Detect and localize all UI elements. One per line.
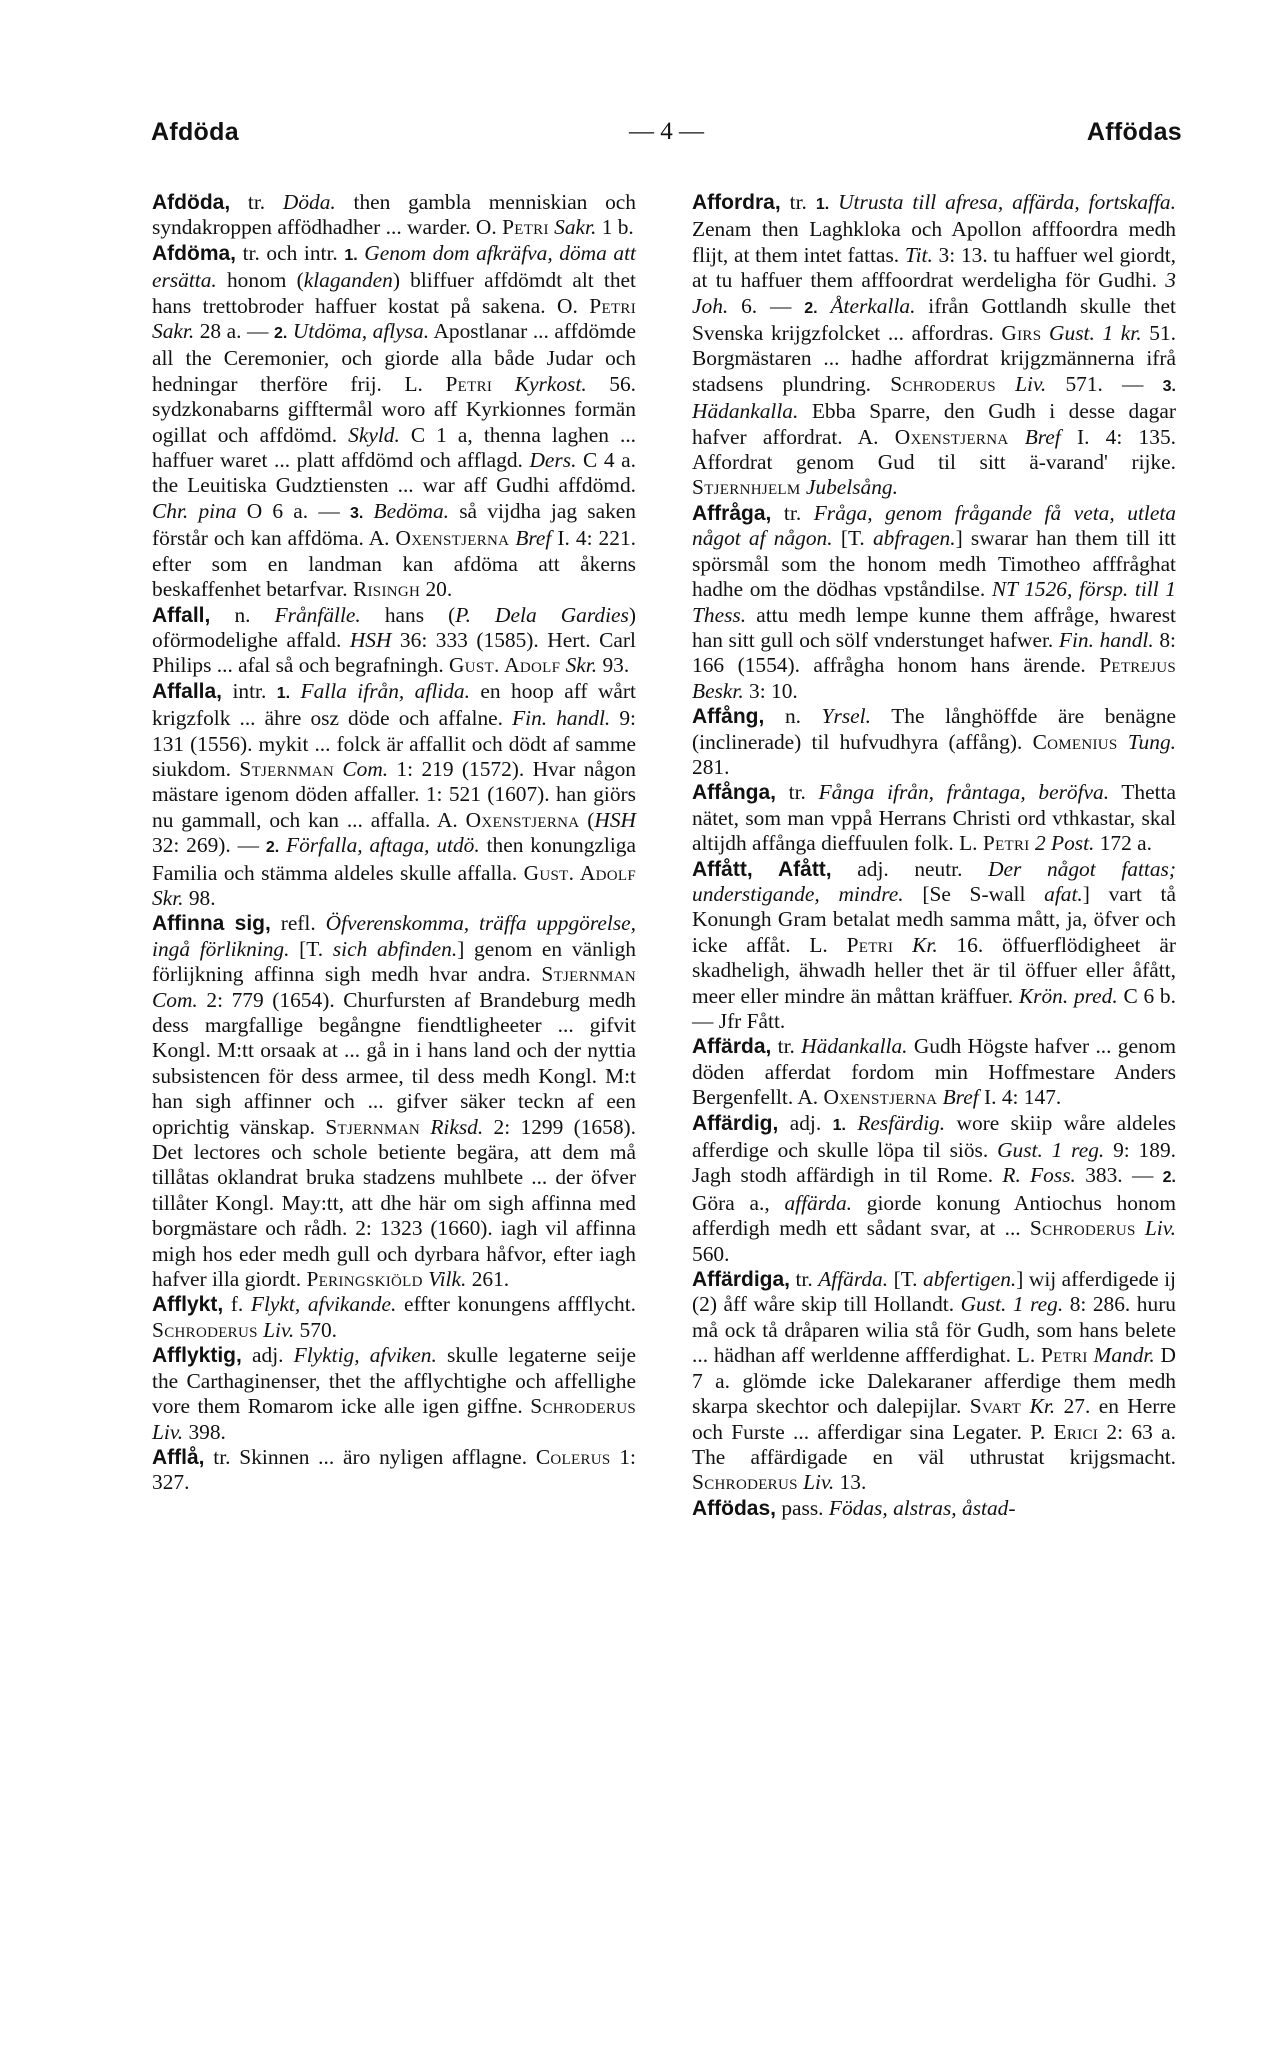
definition-italic: R. Foss.: [1002, 1163, 1076, 1188]
entry-text: [829, 190, 838, 214]
entry-text: O 6 a. —: [236, 498, 350, 523]
entry-text: så vijdha jag saken förstår och kan affdöma. A.: [152, 498, 636, 551]
entry-text: D 7 a. glömde icke Dalekaraner afferdige them medh skarpa skechtor och dalepijlar.: [692, 1343, 1176, 1419]
definition-italic: Tit.: [904, 242, 933, 267]
definition-italic: Fråga, genom frågande få veta, utleta något af någon.: [692, 500, 1176, 551]
definition-italic: Skr.: [152, 885, 184, 910]
definition-italic: HSH: [349, 627, 392, 652]
entry-text: C 1 a, thenna laghen ... haffuer waret ... platt affdömd och afflagd.: [152, 422, 637, 473]
dictionary-entry: [692, 1111, 1176, 1267]
dictionary-entry: [692, 1496, 1176, 1521]
entry-text: tr.: [780, 190, 816, 214]
entry-text: giorde konung Antiochus honom afferdigh medh ett sådant svar, at ...: [692, 1190, 1176, 1241]
definition-italic: Tung.: [1127, 729, 1176, 754]
definition-italic: Flyktig, afviken.: [293, 1343, 437, 1368]
entry-text: adj.: [778, 1110, 833, 1135]
entry-text: n.: [764, 704, 822, 729]
source-author: Petri: [589, 293, 636, 318]
source-author: Oxenstjerna: [823, 1085, 938, 1110]
dictionary-entry: [152, 1445, 636, 1496]
entry-text: C 4 a. the Leuitiska Gudztiensten ... war aff Gudhi affdömd.: [152, 448, 636, 498]
entry-text: [T.: [289, 936, 333, 961]
entry-text: 93.: [597, 653, 630, 678]
entry-text: tr.: [771, 1034, 802, 1059]
source-author: Gust. Adolf: [449, 653, 561, 678]
definition-italic: abfragen.: [872, 526, 956, 551]
entry-text: 571. —: [1046, 371, 1163, 396]
headword: Affång,: [692, 705, 765, 729]
definition-italic: Krön. pred.: [1018, 983, 1118, 1008]
entry-text: [420, 1115, 430, 1139]
entry-text: then konungzliga Familia och stämma aldeles skulle affalla.: [152, 833, 636, 885]
definition-italic: Kr.: [1029, 1394, 1056, 1419]
entry-text: 36: 333 (1585). Hert. Carl Philips ... afal så och begrafningh.: [152, 627, 636, 678]
dictionary-entry: [152, 911, 636, 1292]
source-author: Peringskiöld: [306, 1267, 423, 1292]
headword: Affånga,: [692, 781, 776, 805]
entry-text: en hoop aff wårt krigzfolk ... ähre osz döde och affalne.: [152, 678, 636, 731]
entry-text: [1008, 425, 1024, 449]
source-author: Gust. Adolf: [523, 860, 636, 885]
entry-text: 98.: [183, 885, 216, 910]
definition-italic: Flykt, afvikande.: [250, 1292, 397, 1317]
definition-italic: Fin. handl.: [512, 706, 611, 731]
entry-text: attu medh lempe kunne them affråge, hwarest han sitt gull och sölf vnderstunget hafwer.: [692, 602, 1176, 652]
headword: Affärda,: [692, 1035, 772, 1059]
definition-italic: Genom dom afkräfva, döma att ersätta.: [152, 240, 636, 293]
entry-text: [846, 1111, 857, 1135]
definition-italic: Liv.: [1144, 1216, 1176, 1241]
headword: Affinna sig,: [152, 912, 271, 936]
entry-text: Ebba Sparre, den Gudh i desse dagar hafver affordrat. A.: [692, 399, 1176, 449]
definition-italic: P. Dela Gardies: [455, 602, 629, 627]
definition-italic: Bref: [1024, 424, 1061, 449]
entry-text: [893, 933, 912, 957]
right-column: [692, 190, 1176, 1521]
entry-text: 560.: [692, 1241, 730, 1266]
entry-text: I. 4: 135. Affordrat genom Gud til sitt ä-varand' rijke.: [692, 424, 1176, 475]
entry-text: refl.: [270, 911, 326, 936]
entry-text: 51. Borgmästaren ... hadhe affordrat krijgzmännerna ifrå stadsens plundring.: [692, 321, 1176, 396]
entry-text: adj. neutr.: [831, 856, 989, 881]
entry-text: ] genom en vänligh förlijkning affinna sigh medh hvar andra.: [152, 936, 636, 987]
definition-italic: Liv.: [1015, 371, 1047, 396]
entry-text: wore skiip wåre aldeles afferdige och skulle löpa til siös.: [692, 1110, 1176, 1163]
definition-italic: abfertigen.: [923, 1267, 1017, 1292]
entry-text: Thetta nätet, som man vppå Herrans Christi ord vthkastar, skal altijdh affånga dieffuulen folk. L.: [692, 780, 1176, 856]
entry-text: 27. en Herre och Furste ... afferdigar sina Legater. P.: [692, 1394, 1176, 1444]
entry-text: tr.: [776, 780, 819, 805]
entry-text: [1021, 1394, 1029, 1418]
source-author: Schroderus: [530, 1394, 636, 1419]
dictionary-entry: [152, 1292, 636, 1343]
page-number: — 4 —: [629, 118, 704, 145]
definition-italic: Chr. pina: [152, 498, 237, 523]
source-author: Schroderus: [890, 371, 996, 396]
entry-text: 32: 269). —: [152, 833, 266, 858]
definition-italic: HSH: [594, 807, 636, 832]
definition-italic: Bref: [515, 526, 552, 551]
definition-italic: Utdöma, aflysa.: [292, 319, 430, 344]
definition-italic: NT 1526, försp. till 1 Thess.: [692, 577, 1176, 627]
definition-italic: affärda.: [784, 1190, 852, 1215]
entry-text: I. 4: 221. efter som en landman kan afdöma att åkerns beskaffenhet betarfvar.: [152, 526, 636, 602]
entry-text: 8: 286. huru må ock tå dråparen wilia stå för Gudh, som hans belete ... hädhan aff werldenne affferdighat. L.: [692, 1292, 1177, 1368]
definition-italic: Com.: [152, 987, 198, 1012]
definition-italic: Gust. 1 kr.: [1049, 321, 1142, 346]
dictionary-entry: [152, 679, 636, 912]
definition-italic: Vilk.: [428, 1267, 467, 1292]
running-head-right: Affödas: [1086, 118, 1182, 146]
source-author: Colerus: [535, 1444, 611, 1469]
dictionary-entry: [152, 1343, 636, 1445]
entry-text: [1136, 1216, 1145, 1240]
definition-italic: Mandr.: [1093, 1343, 1155, 1368]
entry-text: [T.: [888, 1267, 923, 1292]
definition-italic: Hädankalla.: [692, 399, 799, 424]
sense-number: 3.: [349, 504, 364, 522]
dictionary-entry: [692, 780, 1176, 856]
definition-italic: Gust. 1 reg.: [997, 1138, 1105, 1163]
definition-italic: Utrusta till afresa, affärda, fortskaffa.: [838, 190, 1176, 214]
entry-text: 2: 1299 (1658). Det lectores och schole betiente begära, att dem må tillåtas oklandrat bruka stadzens muhlbete ... der öfver tillåter Kongl. May:tt, att dhe här om sigh affinna med borgmästare och rådh. 2: 1323 (1660). iagh vil affinna migh hos eder medh gull och dyrbara håfvor, efter iagh hafver illa giordt.: [152, 1114, 636, 1292]
definition-italic: Sakr.: [152, 319, 195, 344]
entry-text: I. 4: 147.: [978, 1085, 1062, 1110]
entry-text: Gudh Högste hafver ... genom döden afferdat fordom min Hoffmestare Anders Bergenfellt. A.: [692, 1034, 1176, 1110]
entry-text: ) oförmodelighe affald.: [152, 602, 636, 652]
entry-text: 281.: [692, 754, 730, 779]
source-author: Stjernman: [325, 1114, 420, 1139]
dictionary-entry: [152, 603, 636, 679]
running-head-left: Afdöda: [151, 118, 239, 146]
definition-italic: Resfärdig.: [857, 1110, 946, 1135]
entry-text: tr. Skinnen ... äro nyligen afflagne.: [204, 1444, 536, 1469]
entry-text: 398.: [183, 1419, 226, 1444]
source-author: Girs: [1001, 321, 1042, 346]
definition-italic: Yrsel.: [821, 704, 871, 729]
definition-italic: Återkalla.: [830, 293, 916, 318]
entry-text: then gambla menniskian och syndakroppen affödhadher ... warder. O.: [152, 190, 636, 240]
entry-text: [290, 679, 300, 703]
definition-italic: Der något fattas; understigande, mindre.: [692, 856, 1176, 906]
definition-italic: Döda.: [282, 190, 336, 214]
entry-text: 28 a. —: [194, 319, 274, 344]
sense-number: 3.: [1162, 377, 1176, 395]
definition-italic: Kr.: [912, 932, 938, 957]
definition-italic: 2 Post.: [1034, 831, 1095, 856]
dictionary-entry: [152, 190, 636, 241]
source-author: Comenius: [1032, 729, 1118, 754]
headword: Affått, Afått,: [692, 857, 832, 881]
headword: Afflykt,: [152, 1293, 224, 1317]
entry-text: 570.: [294, 1317, 337, 1342]
definition-italic: Jubelsång.: [805, 475, 898, 500]
dictionary-entry: [692, 190, 1176, 501]
headword: Afflå,: [152, 1445, 205, 1469]
source-author: Risingh: [352, 577, 421, 602]
entry-text: [492, 372, 515, 396]
definition-italic: Riksd.: [430, 1114, 484, 1139]
entry-text: pass.: [776, 1495, 829, 1520]
definition-italic: Hädankalla.: [801, 1034, 908, 1059]
headword: Affall,: [152, 603, 211, 627]
entry-text: 172 a.: [1094, 831, 1153, 856]
entry-text: Apostlanar ... affdömde all the Ceremonier, och giorde alla både Judar och hedningar therföre frij. L.: [152, 319, 636, 396]
entry-text: 2: 63 a. The affärdigade en väl uthrustat krijgsmacht.: [692, 1419, 1176, 1469]
entry-text: 9: 131 (1556). mykit ... folck är affallit och dödt af samme siukdom.: [152, 706, 636, 781]
entry-text: 1: 219 (1572). Hvar någon mästare igenom döden affaller. 1: 521 (1607). han giörs nu gammall, och kan ... affalla. A.: [152, 756, 636, 832]
entry-text: [279, 833, 286, 857]
definition-italic: Liv.: [803, 1470, 835, 1495]
entry-text: tr. och intr.: [236, 240, 345, 265]
entry-text: f.: [223, 1292, 251, 1317]
source-author: Petri: [445, 371, 493, 396]
entry-text: hans (: [360, 602, 456, 627]
entry-text: 6. —: [728, 293, 805, 318]
entry-text: [Se S-wall: [903, 881, 1045, 906]
source-author: Stjernman: [239, 756, 334, 781]
headword: Affödas,: [692, 1496, 776, 1520]
sense-number: 2.: [265, 839, 280, 857]
definition-italic: Öfverenskomma, träffa uppgörelse, ingå förlikning.: [152, 911, 636, 961]
entry-text: 56. sydzkonabarns gifftermål woro aff Kyrkionnes formän ogillat och affdömd.: [152, 371, 636, 447]
entry-text: ifrån Gottlandh skulle thet Svenska krijgzfolcket ... affordras.: [692, 293, 1176, 346]
source-author: Schroderus: [1029, 1216, 1136, 1241]
entry-text: [T.: [832, 526, 873, 551]
headword: Affordra,: [692, 191, 781, 214]
source-author: Oxenstjerna: [465, 807, 580, 832]
entry-text: 383. —: [1075, 1163, 1163, 1188]
source-author: Petri: [502, 215, 549, 240]
left-column: [152, 190, 636, 1496]
entry-text: 13.: [834, 1470, 867, 1495]
sense-number: 1.: [276, 684, 291, 702]
definition-italic: Skr.: [565, 653, 598, 678]
dictionary-entry: [692, 1034, 1176, 1110]
dictionary-entry: [692, 1267, 1176, 1496]
sense-number: 1.: [815, 196, 830, 213]
definition-italic: klaganden: [303, 268, 393, 293]
definition-italic: Förfalla, aftaga, utdö.: [286, 833, 480, 858]
entry-text: adj.: [241, 1343, 294, 1368]
definition-italic: sich abfinden.: [332, 936, 458, 961]
dictionary-entry: [692, 501, 1176, 704]
source-author: Svart: [969, 1394, 1022, 1419]
entry-text: tr.: [771, 500, 814, 525]
sense-number: 1.: [832, 1116, 846, 1134]
entry-text: ] swarar han them till itt spörsmål som the honom medh Timotheo afffråghat hadhe om the dödhas vpståndilse.: [692, 526, 1176, 602]
definition-italic: Falla ifrån, aflida.: [300, 678, 470, 703]
definition-italic: Ders.: [529, 448, 577, 473]
source-author: Oxenstjerna: [894, 424, 1009, 449]
entry-text: [1041, 321, 1049, 345]
source-author: Stjernhjelm: [692, 475, 801, 500]
definition-italic: Liv.: [263, 1317, 295, 1342]
definition-italic: Beskr.: [692, 678, 744, 703]
entry-text: 2: 779 (1654). Churfursten af Brandeburg medh dess margfallige begångne fiendtligheeter ... gifvit Kongl. M:tt orsaak at ... gå in i hans land och der nyttia subsistencen för dess armee, til dess medh Kongl. M:t han sigh affinner och ... gifver säker teckn af een oprichtig vänskap.: [152, 987, 636, 1139]
entry-text: tr.: [230, 190, 283, 214]
entry-text: n.: [210, 602, 275, 627]
entry-text: skulle legaterne seije the Carthaginenser, thet the afflychtighe och affellighe vore them Romarom icke alle igen giffne.: [152, 1343, 636, 1419]
definition-italic: Bref: [942, 1085, 979, 1110]
entry-text: 261.: [466, 1267, 510, 1292]
entry-text: intr.: [222, 678, 277, 703]
definition-italic: Födas, alstras, åstad-: [828, 1495, 1016, 1520]
entry-text: [818, 294, 831, 318]
definition-italic: Gust. 1 reg.: [960, 1292, 1064, 1317]
headword: Afflyktig,: [152, 1344, 242, 1368]
definition-italic: Sakr.: [554, 215, 597, 240]
entry-text: 8: 166 (1554). affrågha honom hans ärende.: [692, 627, 1176, 678]
source-author: Petri: [1040, 1343, 1088, 1368]
sense-number: 1.: [344, 246, 358, 264]
definition-italic: Skyld.: [348, 422, 400, 447]
definition-italic: Fånga ifrån, fråntaga, beröfva.: [818, 780, 1110, 805]
source-author: Schroderus: [152, 1317, 258, 1342]
definition-italic: Fin. handl.: [1058, 627, 1154, 652]
entry-text: [1118, 730, 1128, 754]
entry-text: 3: 10.: [743, 678, 798, 703]
headword: Affalla,: [152, 679, 223, 703]
entry-text: ) bliffuer affdömdt alt thet hans trettobroder haffuer kostat på sakena. O.: [152, 268, 636, 318]
entry-text: tr.: [790, 1267, 819, 1292]
sense-number: 2.: [804, 299, 818, 317]
headword: Afdöda,: [152, 191, 231, 214]
entry-text: Göra a.,: [692, 1190, 785, 1215]
headword: Affärdiga,: [692, 1268, 791, 1292]
entry-text: ] wij afferdigede ij (2) åff wåre skip till Hollandt.: [692, 1267, 1177, 1317]
definition-italic: Kyrkost.: [514, 371, 587, 396]
definition-italic: afat.: [1044, 881, 1083, 906]
entry-text: The långhöffde äre benägne (inclinerade) til hufvudhyra (affång).: [692, 704, 1176, 754]
entry-text: honom (: [216, 268, 304, 293]
entry-text: 1: 327.: [152, 1444, 636, 1495]
definition-italic: 3 Joh.: [692, 268, 1176, 318]
headword: Affråga,: [692, 501, 772, 525]
entry-text: 3: 13. tu haffuer wel giordt, at tu haffuer them afffoordrat werdeligha för Gudhi.: [692, 242, 1176, 293]
sense-number: 2.: [273, 325, 288, 343]
dictionary-entry: [692, 704, 1176, 780]
headword: Afdöma,: [152, 241, 236, 265]
dictionary-entry: [692, 857, 1176, 1035]
definition-italic: Affärda.: [818, 1267, 889, 1292]
entry-text: (: [579, 807, 595, 832]
entry-text: ] vart tå Konungh Gram betalat medh samma mått, ja, öfver och icke affåt. L.: [692, 881, 1176, 957]
source-author: Petri: [846, 932, 894, 957]
entry-text: [996, 372, 1015, 396]
entry-text: 9: 189. Jagh stodh affärdigh in til Rome.: [692, 1138, 1176, 1188]
entry-text: Zenam then Laghkloka och Apollon afffoordra medh flijt, at them intet fattas.: [692, 217, 1176, 267]
entry-text: 20.: [420, 577, 453, 602]
source-author: Erici: [1053, 1419, 1099, 1444]
definition-italic: Bedöma.: [373, 498, 449, 523]
source-author: Petri: [982, 831, 1030, 856]
entry-text: 1 b.: [596, 215, 634, 240]
dictionary-entry: [152, 241, 636, 603]
entry-text: 16. öffuerflödigheet är skadheligh, ähwadh heller thet är til öffuer eller åfått, meer eller mindre än måttan kräffuer.: [692, 932, 1176, 1008]
entry-text: [363, 499, 373, 523]
source-author: Schroderus: [692, 1470, 798, 1495]
source-author: Stjernman: [541, 962, 636, 987]
source-author: Oxenstjerna: [395, 526, 510, 551]
entry-text: effter konungens affflycht.: [396, 1292, 637, 1317]
definition-italic: Com.: [342, 756, 389, 781]
sense-number: 2.: [1162, 1169, 1176, 1187]
source-author: Petrejus: [1099, 653, 1176, 678]
definition-italic: Frånfälle.: [274, 602, 361, 627]
running-head: [151, 118, 1182, 152]
definition-italic: Liv.: [152, 1419, 184, 1444]
headword: Affärdig,: [692, 1111, 779, 1135]
entry-text: C 6 b. — Jfr Fått.: [692, 983, 1176, 1033]
